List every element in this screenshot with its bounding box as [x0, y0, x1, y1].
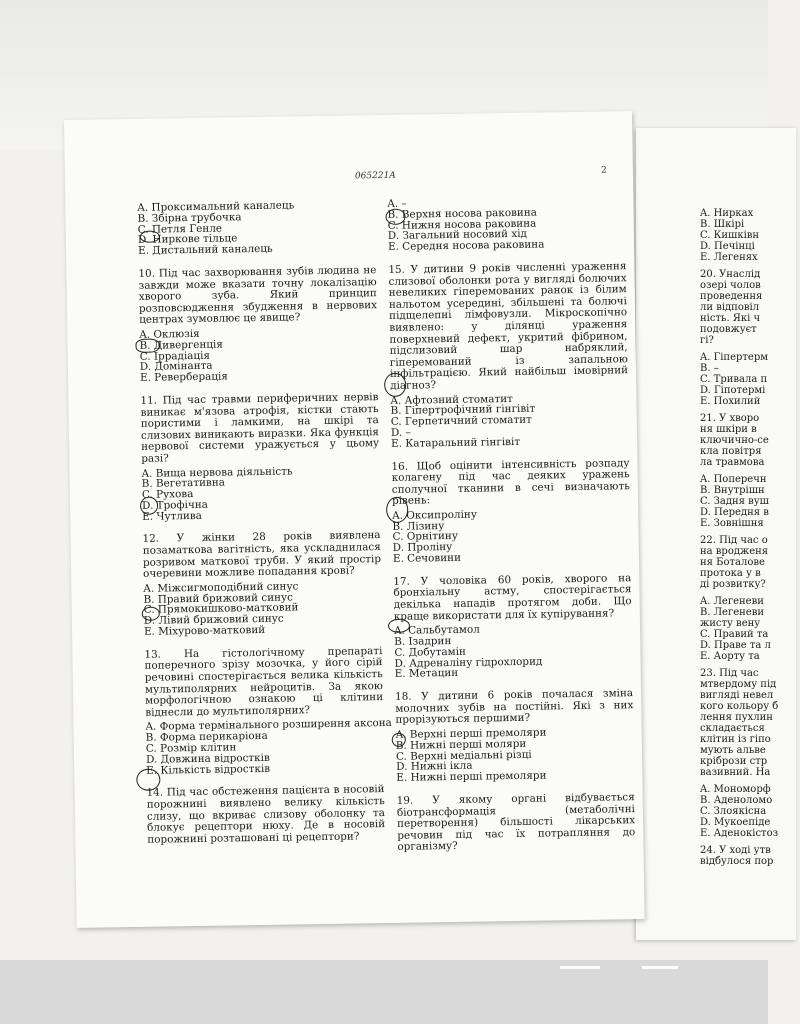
option-a: A. Форма термінального розширення аксона — [145, 717, 392, 734]
next-page-line: ді розвитку? — [700, 579, 766, 590]
option-b: B. Форма перикаріона — [145, 730, 268, 744]
option-a: A. Афтозний стоматит — [390, 392, 513, 407]
left-column — [137, 199, 392, 858]
option-d: D. Лівий брижовий синус — [143, 612, 284, 628]
option-e: E. Дистальний каналець — [137, 242, 273, 258]
next-page-line: C. Кишківн — [700, 230, 760, 241]
next-page-line: кла повітря — [700, 446, 762, 457]
next-page-line: протока у в — [700, 568, 761, 579]
option-d: D. Довжина відростків — [145, 751, 270, 766]
next-page-line: A. Поперечн — [700, 474, 767, 485]
next-page-line: D. Передня в — [700, 507, 769, 518]
next-page-line: E. Аорту та — [700, 651, 760, 662]
next-page-line: ня Боталове — [700, 557, 765, 568]
next-page-line: вазивний. На — [700, 767, 771, 778]
option-d: D. Проліну — [392, 541, 453, 555]
next-page-line: озері чолов — [700, 280, 761, 291]
next-page-line: 24. У ході утв — [700, 845, 771, 856]
next-page-line: мтвердому під — [700, 679, 777, 690]
option-c: C. Орнітину — [392, 530, 459, 544]
next-page-line: B. Аденоломо — [700, 795, 773, 806]
next-page-line: гі? — [700, 335, 714, 346]
option-b: B. Правий брижовий синус — [143, 591, 294, 606]
option-c: C. Розмір клітин — [145, 741, 237, 755]
option-b: B. Збірна трубочка — [137, 211, 242, 225]
previous-question-options — [137, 199, 376, 257]
next-page-line: B. Шкірі — [700, 219, 745, 230]
option-b: B. Ізадрин — [394, 635, 452, 648]
next-page-line: A. Нирках — [700, 208, 754, 219]
option-d: D. – — [390, 426, 411, 439]
option-c: C. Герпетичний стоматит — [390, 413, 532, 429]
option-c: C. Верхні медіальні різці — [395, 748, 532, 763]
next-page-line: клітин із гіпо — [700, 734, 771, 745]
floor-tile — [560, 966, 600, 969]
next-page-line: C. Тривала п — [700, 374, 768, 385]
right-column — [387, 195, 635, 866]
next-page-line: D. Гіпотермі — [700, 385, 766, 396]
option-e: E. Метацин — [394, 667, 459, 681]
next-page-line: 22. Під час о — [700, 535, 768, 546]
option-c: C. Нижня носова раковина — [387, 217, 537, 232]
booklet-code: 065221A — [354, 170, 396, 182]
next-page-line: на вродженя — [700, 546, 769, 557]
next-page-line: мують альве — [700, 745, 766, 756]
option-a: A. Верхні перші премоляри — [395, 726, 547, 741]
option-a: A. Сальбутамол — [393, 623, 480, 638]
option-b: B. Лізину — [392, 519, 445, 533]
question-17 — [393, 573, 633, 680]
option-e: E. Міхурово-матковий — [143, 623, 266, 638]
next-page-line: A. Легеневи — [700, 596, 764, 607]
question-text: 19. У якому органі відбувається біотрансформація (метаболічні перетворення) більшості лікарських речовин під час їх потрапляння до організму? — [396, 791, 636, 854]
question-15 — [388, 261, 629, 449]
question-11 — [140, 392, 380, 522]
next-page-line: ли відповіл — [700, 302, 760, 313]
next-page-line: кого кольору б — [700, 701, 779, 712]
question-10 — [138, 265, 378, 384]
next-page-line: E. Аденокістоз — [700, 828, 779, 839]
option-e: E. Кількість відростків — [146, 762, 271, 777]
next-page-line: подовжуєт — [700, 324, 757, 335]
option-a: A. – — [387, 197, 407, 210]
next-page-line: відбулося пор — [700, 856, 774, 867]
option-b: B. Вегетативна — [141, 476, 226, 491]
question-16 — [391, 458, 631, 565]
next-page-line: ла травмова — [700, 457, 765, 468]
option-e: E. Чутлива — [142, 509, 202, 523]
option-c: C. Прямокишково-матковий — [143, 601, 299, 617]
next-page-line: E. Похилий — [700, 396, 761, 407]
next-page-line: C. Правий та — [700, 629, 769, 640]
question-text: 10. Під час захворювання зубів людина не завжди може вказати точну локалізацію хворого зуба. Який принцип розповсюдження збудження в нервових центрах зумовлює це явище? — [138, 264, 378, 327]
question-text: 13. На гістологічному препараті поперечного зрізу мозочка, у його сірій речовині спостерігається велика кількість мультиполярних нейроцитів. За якою морфологічною ознакою ці клітини віднесли до мультиполярних? — [144, 644, 384, 719]
floor-tile — [642, 966, 678, 969]
next-page-line: A. Мономорф — [700, 784, 771, 795]
next-page-line: D. Печінці — [700, 241, 755, 252]
question-text: 11. Під час травми периферичних нервів виникає м'язова атрофія, кістки стають пористими і ламкими, на шкірі та слизових виникають виразки. Яка функція нервової системи уражується у цьому разі? — [140, 391, 380, 465]
question-text: 17. У чоловіка 60 років, хворого на бронхіальну астму, спостерігається декілька нападів протягом доби. Що краще використати для їх купірування? — [393, 572, 632, 623]
option-e: E. Реверберація — [139, 370, 228, 384]
next-page-line: B. Внутрішн — [700, 485, 765, 496]
next-page-line: D. Праве та л — [700, 640, 771, 651]
question-text: 18. У дитини 6 років почалася зміна молочних зубів на постійні. Які з них прорізуються першими? — [395, 687, 634, 727]
question-13 — [144, 644, 392, 777]
next-page-line: A. Гіпертерм — [700, 352, 769, 363]
option-a: A. Вища нервова діяльність — [141, 464, 293, 480]
option-c: C. Іррадіація — [139, 349, 211, 363]
next-page-line: D. Мукоепіде — [700, 817, 771, 828]
exam-page — [64, 111, 645, 928]
option-a: A. Оксипроліну — [392, 508, 478, 522]
question-12 — [143, 531, 383, 638]
option-e: E. Нижні перші премоляри — [396, 769, 547, 785]
background-floor — [0, 960, 768, 1024]
question-text: 12. У жінки 28 років виявлена позаматкова вагітність, яка ускладнилася розривом маткової труби. У який простір очеревини можливе попадання крові? — [142, 529, 382, 581]
option-a: A. Оклюзія — [139, 327, 200, 341]
question-text: 16. Щоб оцінити інтенсивність розпаду колагену під час деяких уражень сполучної тканини в сечі визначають рівень: — [391, 456, 630, 508]
next-page-line: B. – — [700, 363, 719, 374]
option-e: E. Катаральний гінгівіт — [391, 435, 521, 450]
option-d: D. Домінанта — [139, 360, 213, 374]
next-page-line: ність. Які ч — [700, 313, 761, 324]
next-page-line: лення пухлин — [700, 712, 773, 723]
option-c: C. Добутамін — [394, 645, 467, 659]
page-number: 2 — [601, 165, 607, 176]
option-d: D. Нижні ікла — [396, 760, 473, 774]
option-e: E. Середня носова раковина — [387, 238, 545, 254]
next-page — [636, 128, 796, 940]
next-page-line: проведення — [700, 291, 763, 302]
next-page-line: C. Задня вуш — [700, 496, 769, 507]
next-page-line: вигляді невел — [700, 690, 774, 701]
question-19 — [397, 792, 636, 854]
question-14 — [147, 784, 386, 846]
option-b: B. Гіпертрофічний гінгівіт — [390, 402, 536, 418]
option-b: B. Верхня носова раковина — [387, 206, 538, 221]
previous-question-options — [387, 195, 626, 253]
option-b: B. Нижні перші моляри — [395, 737, 527, 752]
option-e: E. Сечовини — [392, 551, 462, 565]
option-d: D. Загальний носовий хід — [387, 228, 528, 243]
option-a: A. Проксимальний каналець — [137, 199, 295, 214]
option-d: D. Нирковe тільце — [137, 232, 238, 247]
next-page-line: 23. Під час — [700, 668, 759, 679]
option-c: C. Петля Генле — [137, 222, 223, 236]
question-text: 14. Під час обстеження пацієнта в носовій порожнині виявлено велику кількість слизу, що вкриває слизову оболонку та блокує рецептори нюху. Де в носовій порожнині розташовані ці рецептори? — [146, 783, 386, 846]
next-page-line: C. Злоякісна — [700, 806, 767, 817]
option-d: D. Трофічна — [141, 498, 209, 512]
next-page-line: E. Зовнішня — [700, 518, 764, 529]
option-b: B. Дивергенція — [139, 338, 223, 352]
option-a: A. Міжсигмоподібний синус — [143, 580, 299, 595]
next-page-line: ключично-се — [700, 435, 769, 446]
option-d: D. Адреналіну гідрохлорид — [394, 655, 543, 670]
next-page-line: жисту вену — [700, 618, 761, 629]
next-page-line: складається — [700, 723, 765, 734]
next-page-line: E. Легенях — [700, 252, 758, 263]
next-page-line: 20. Унаслід — [700, 269, 761, 280]
answer-mark — [135, 339, 159, 353]
next-page-line: ня шкіри в — [700, 424, 757, 435]
next-page-line: B. Легеневи — [700, 607, 765, 618]
next-page-line: 21. У хворо — [700, 413, 760, 424]
option-c: C. Рухова — [141, 488, 194, 501]
question-text: 15. У дитини 9 років численні ураження слизової оболонки рота у вигляді болючих невеликих гіперемованих ранок із білим нальотом усередині, збільшені та болючі підщелепні лімфовузли. Мікроскопічно виявлено: у ділянці ураження поверхневий дефект, укритий фібрином, підслизовий шар набряклий, гіперемований із запальною інфільтрацією. Який найбільш імовірний діагноз? — [388, 260, 629, 392]
question-18 — [395, 688, 634, 783]
next-page-line: крібрози стр — [700, 756, 768, 767]
